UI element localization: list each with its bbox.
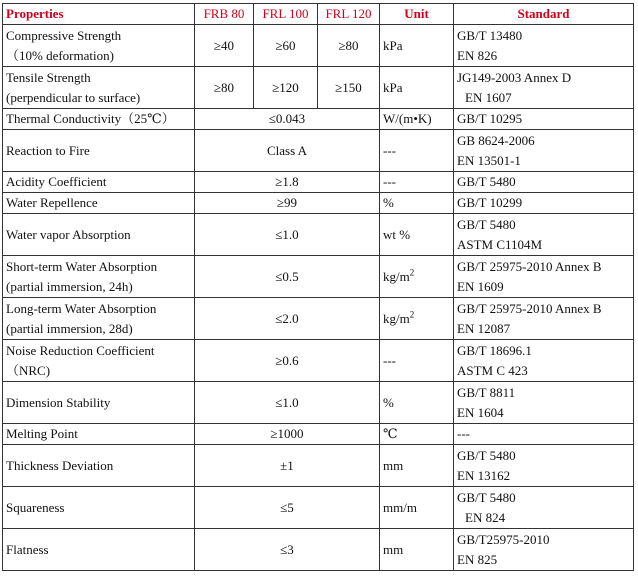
unit-cell: --- <box>380 172 454 193</box>
table-row-melting-point <box>3 424 634 445</box>
unit-cell: % <box>380 193 454 214</box>
value-all-grades: ≤1.0 <box>195 382 380 424</box>
table-row-noise-reduction-coefficient <box>3 340 634 382</box>
standard-cell: GB/T 5480 <box>454 172 634 193</box>
standard-line: GB/T 8811 <box>457 384 516 400</box>
unit-cell: kPa <box>380 25 454 67</box>
standard-line: EN 824 <box>465 509 506 525</box>
standard-line: EN 1607 <box>465 89 512 105</box>
property-name: Water Repellence <box>3 193 195 214</box>
property-cell <box>3 256 195 298</box>
property-name: Noise Reduction Coefficient <box>6 342 155 358</box>
unit-cell: mm <box>380 529 454 571</box>
standard-line: EN 13501-1 <box>457 152 521 168</box>
unit-cell: mm <box>380 445 454 487</box>
standard-line: JG149-2003 Annex D <box>457 69 572 85</box>
header-properties: Properties <box>3 4 195 25</box>
property-name: Thickness Deviation <box>3 445 195 487</box>
property-name: Acidity Coefficient <box>3 172 195 193</box>
standard-cell <box>454 130 634 172</box>
header-frb80: FRB 80 <box>195 4 254 25</box>
value-all-grades: ≥99 <box>195 193 380 214</box>
standard-cell: GB/T 10295 <box>454 109 634 130</box>
property-cell <box>3 25 195 67</box>
property-name: Long-term Water Absorption <box>6 300 157 316</box>
table-row-water-vapor-absorption <box>3 214 634 256</box>
property-note: (partial immersion, 28d) <box>6 320 133 336</box>
value-frl120: ≥80 <box>318 25 380 67</box>
property-name: Reaction to Fire <box>3 130 195 172</box>
standard-line: EN 826 <box>457 47 498 63</box>
table-row-compressive-strength <box>3 25 634 67</box>
standard-cell <box>454 67 634 109</box>
unit-base: kg/m <box>383 268 410 284</box>
unit-superscript: 2 <box>409 309 415 320</box>
property-name: Thermal Conductivity（25℃） <box>3 109 195 130</box>
properties-table <box>2 3 634 571</box>
standard-cell <box>454 529 634 571</box>
value-all-grades: ≥0.6 <box>195 340 380 382</box>
standard-line: GB/T 5480 <box>457 216 516 232</box>
table-row-long-term-water-absorption <box>3 298 634 340</box>
property-note: （10% deformation) <box>6 47 114 63</box>
property-note: (partial immersion, 24h) <box>6 278 133 294</box>
standard-line: EN 12087 <box>457 320 511 336</box>
value-frb80: ≥80 <box>195 67 254 109</box>
property-name: Squareness <box>3 487 195 529</box>
property-cell <box>3 67 195 109</box>
standard-line: GB/T 18696.1 <box>457 342 532 358</box>
standard-line: GB/T 13480 <box>457 27 523 43</box>
standard-line: ASTM C1104M <box>457 236 543 252</box>
value-frl100: ≥60 <box>254 25 318 67</box>
spec-table-container <box>2 3 634 571</box>
unit-superscript: 2 <box>409 267 415 278</box>
value-all-grades: ±1 <box>195 445 380 487</box>
unit-cell <box>380 298 454 340</box>
header-standard: Standard <box>454 4 634 25</box>
value-all-grades: ≤5 <box>195 487 380 529</box>
unit-cell: % <box>380 382 454 424</box>
unit-cell: ℃ <box>380 424 454 445</box>
property-name: Tensile Strength <box>6 69 91 85</box>
standard-line: GB/T25975-2010 <box>457 531 550 547</box>
property-cell <box>3 340 195 382</box>
table-row-tensile-strength <box>3 67 634 109</box>
unit-cell: kPa <box>380 67 454 109</box>
standard-cell: GB/T 10299 <box>454 193 634 214</box>
unit-cell <box>380 256 454 298</box>
value-all-grades: ≤2.0 <box>195 298 380 340</box>
header-row <box>3 4 634 25</box>
standard-line: GB/T 25975-2010 Annex B <box>457 300 602 316</box>
property-name: Dimension Stability <box>3 382 195 424</box>
table-row-dimension-stability <box>3 382 634 424</box>
property-note: （NRC) <box>6 362 51 378</box>
table-row-water-repellence <box>3 193 634 214</box>
header-unit: Unit <box>380 4 454 25</box>
standard-line: GB/T 5480 <box>457 489 516 505</box>
value-all-grades: ≤0.043 <box>195 109 380 130</box>
standard-line: GB/T 5480 <box>457 447 516 463</box>
property-cell <box>3 298 195 340</box>
table-row-reaction-to-fire <box>3 130 634 172</box>
standard-line: GB/T 25975-2010 Annex B <box>457 258 602 274</box>
header-frl100: FRL 100 <box>254 4 318 25</box>
standard-line: GB 8624-2006 <box>457 132 535 148</box>
value-all-grades: ≤0.5 <box>195 256 380 298</box>
property-name: Melting Point <box>3 424 195 445</box>
property-name: Flatness <box>3 529 195 571</box>
standard-cell <box>454 487 634 529</box>
value-all-grades: Class A <box>195 130 380 172</box>
unit-cell: wt % <box>380 214 454 256</box>
property-note: (perpendicular to surface) <box>6 89 141 105</box>
standard-cell <box>454 298 634 340</box>
table-row-thermal-conductivity <box>3 109 634 130</box>
header-frl120: FRL 120 <box>318 4 380 25</box>
property-name: Compressive Strength <box>6 27 122 43</box>
unit-cell: mm/m <box>380 487 454 529</box>
value-all-grades: ≤1.0 <box>195 214 380 256</box>
unit-base: kg/m <box>383 310 410 326</box>
value-all-grades: ≤3 <box>195 529 380 571</box>
table-row-squareness <box>3 487 634 529</box>
unit-cell: --- <box>380 340 454 382</box>
standard-cell <box>454 256 634 298</box>
property-name: Water vapor Absorption <box>3 214 195 256</box>
standard-cell <box>454 25 634 67</box>
standard-cell: --- <box>454 424 634 445</box>
standard-line: EN 1609 <box>457 278 504 294</box>
standard-line: EN 825 <box>457 551 498 567</box>
standard-cell <box>454 340 634 382</box>
standard-cell <box>454 382 634 424</box>
unit-cell: W/(m•K) <box>380 109 454 130</box>
table-row-thickness-deviation <box>3 445 634 487</box>
property-name: Short-term Water Absorption <box>6 258 158 274</box>
value-all-grades: ≥1.8 <box>195 172 380 193</box>
value-frl100: ≥120 <box>254 67 318 109</box>
table-row-short-term-water-absorption <box>3 256 634 298</box>
standard-line: EN 13162 <box>457 467 511 483</box>
standard-line: ASTM C 423 <box>457 362 528 378</box>
value-frl120: ≥150 <box>318 67 380 109</box>
table-row-flatness <box>3 529 634 571</box>
value-all-grades: ≥1000 <box>195 424 380 445</box>
standard-cell <box>454 445 634 487</box>
unit-cell: --- <box>380 130 454 172</box>
value-frb80: ≥40 <box>195 25 254 67</box>
table-row-acidity-coefficient <box>3 172 634 193</box>
standard-cell <box>454 214 634 256</box>
standard-line: EN 1604 <box>457 404 504 420</box>
